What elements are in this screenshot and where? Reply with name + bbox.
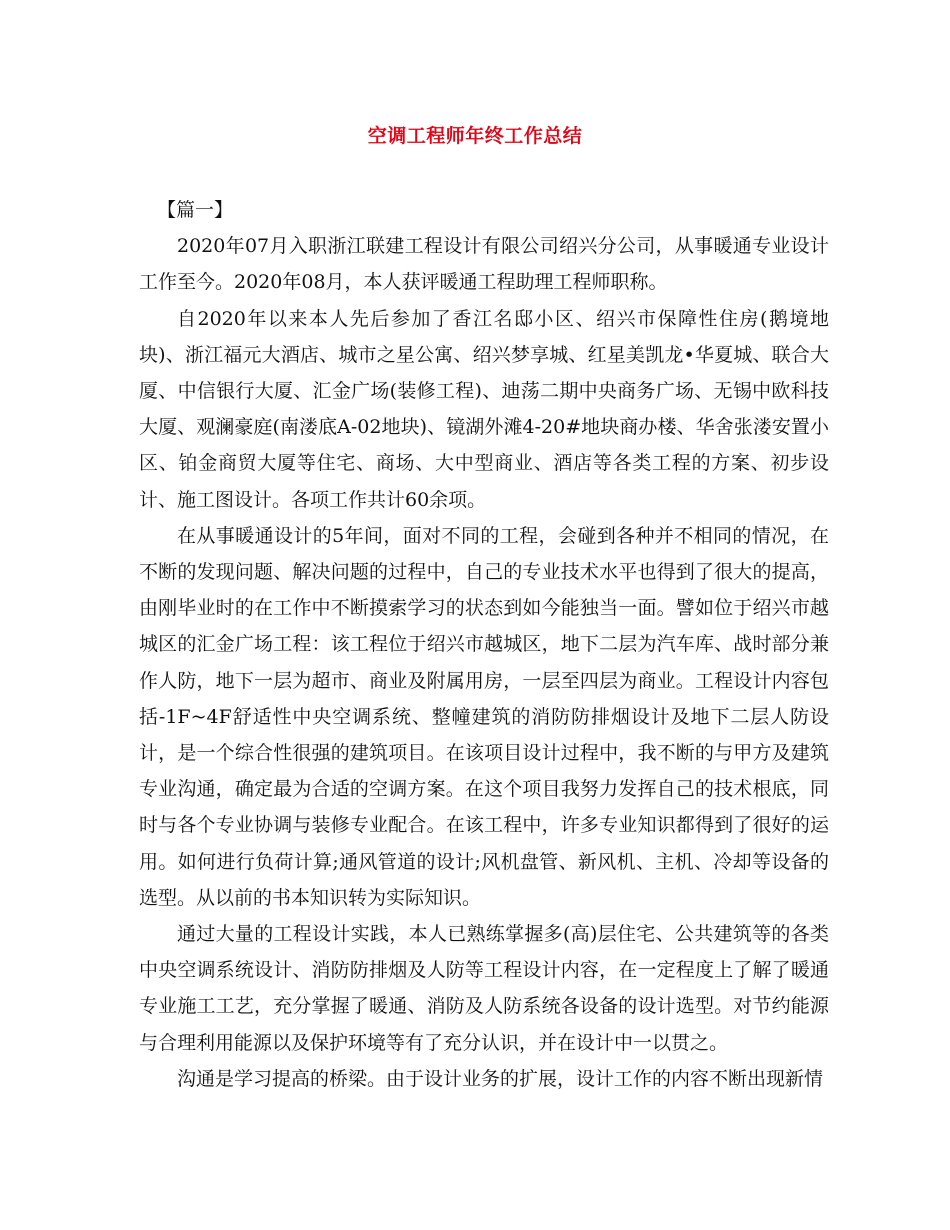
paragraph-projects: 自2020年以来本人先后参加了香江名邸小区、绍兴市保障性住房(鹅境地块)、浙江福元大酒店、城市之星公寓、绍兴梦享城、红星美凯龙•华夏城、联合大厦、中信银行大厦、汇金广场(装修工程)、迪荡二期中央商务广场、无锡中欧科技大厦、观澜豪庭(南溇底A-02地块)、镜湖外滩4-20#地块商办楼、华舍张溇安置小区、铂金商贸大厦等住宅、商场、大中型商业、酒店等各类工程的方案、初步设计、施工图设计。各项工作共计60余项。 xyxy=(139,307,829,511)
document-title: 空调工程师年终工作总结 xyxy=(367,125,583,147)
paragraph-communication: 沟通是学习提高的桥梁。由于设计业务的扩展，设计工作的内容不断出现新情 xyxy=(177,1067,824,1090)
paragraph-skills: 通过大量的工程设计实践，本人已熟练掌握多(高)层住宅、公共建筑等的各类中央空调系统设计、消防防排烟及人防等工程设计内容，在一定程度上了解了暖通专业施工工艺，充分掌握了暖通、消防及人防系统各设备的设计选型。对节约能源与合理利用能源以及保护环境等有了充分认识，并在设计中一以贯之。 xyxy=(139,923,829,1054)
section-heading: 【篇一】 xyxy=(157,199,234,221)
document-body xyxy=(139,192,829,1097)
paragraph-employment: 2020年07月入职浙江联建工程设计有限公司绍兴分公司，从事暖通专业设计工作至今。2020年08月，本人获评暖通工程助理工程师职称。 xyxy=(139,235,829,294)
paragraph-experience: 在从事暖通设计的5年间，面对不同的工程，会碰到各种并不相同的情况，在不断的发现问题、解决问题的过程中，自己的专业技术水平也得到了很大的提高，由刚毕业时的在工作中不断摸索学习的状态到如今能独当一面。譬如位于绍兴市越城区的汇金广场工程：该工程位于绍兴市越城区，地下二层为汽车库、战时部分兼作人防，地下一层为超市、商业及附属用房，一层至四层为商业。工程设计内容包括-1F~4F舒适性中央空调系统、整幢建筑的消防防排烟设计及地下二层人防设计，是一个综合性很强的建筑项目。在该项目设计过程中，我不断的与甲方及建筑专业沟通，确定最为合适的空调方案。在这个项目我努力发挥自己的技术根底，同时与各个专业协调与装修专业配合。在该工程中，许多专业知识都得到了很好的运用。如何进行负荷计算;通风管道的设计;风机盘管、新风机、主机、冷却等设备的选型。从以前的书本知识转为实际知识。 xyxy=(139,524,829,909)
